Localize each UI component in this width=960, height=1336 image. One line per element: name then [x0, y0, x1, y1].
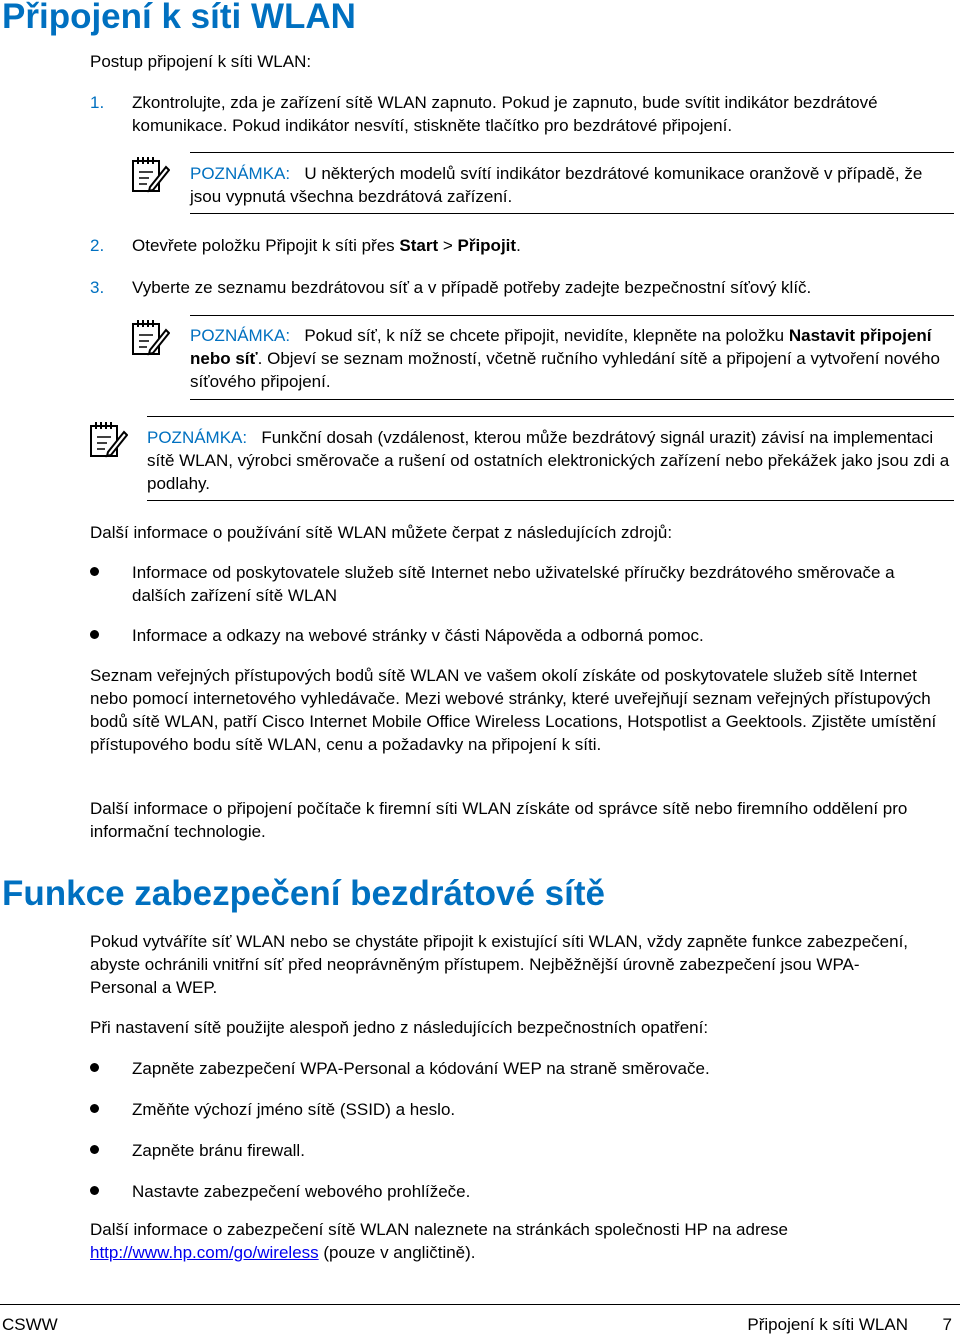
- note-bottom-rule: [190, 213, 954, 214]
- paragraph: [90, 1218, 910, 1264]
- bullet-dot: [90, 1063, 99, 1072]
- note-block: [147, 426, 954, 495]
- step-text-pre: Otevřete položku Připojit k síti přes: [132, 236, 400, 255]
- list-item: Zapněte bránu firewall.: [132, 1141, 305, 1160]
- bullet-dot: [90, 630, 99, 639]
- step-text-end: .: [516, 236, 521, 255]
- step-text: Zkontrolujte, zda je zařízení sítě WLAN zapnuto. Pokud je zapnuto, bude svítit indikátor bezdrátové komunikace. Pokud indikátor nesvítí, stiskněte tlačítko pro bezdrátové připojení.: [132, 93, 878, 135]
- note-label: POZNÁMKA:: [190, 164, 291, 183]
- footer-rule: [0, 1304, 960, 1305]
- note-spacer: [252, 428, 261, 447]
- page-number: 7: [942, 1315, 952, 1334]
- list-item: Informace od poskytovatele služeb sítě Internet nebo uživatelské příručky bezdrátového směrovače a dalších zařízení sítě WLAN: [132, 563, 895, 605]
- note-block: [190, 324, 954, 393]
- hp-wireless-link[interactable]: http://www.hp.com/go/wireless: [90, 1243, 319, 1262]
- paragraph: Další informace o připojení počítače k firemní síti WLAN získáte od správce sítě nebo firemního oddělení pro informační technologie.: [90, 799, 908, 841]
- connect-menu-label: Připojit: [457, 236, 517, 255]
- note-text: U některých modelů svítí indikátor bezdrátové komunikace oranžově v případě, že jsou vypnutá všechna bezdrátová zařízení.: [190, 164, 923, 206]
- note-text: Funkční dosah (vzdálenost, kterou může bezdrátový signál urazit) závisí na implementaci sítě WLAN, výrobci směrovače a rušení od ostatních elektronických zařízení nebo překážek jako jsou zdi a podlahy.: [147, 428, 950, 493]
- paragraph: Další informace o používání sítě WLAN můžete čerpat z následujících zdrojů:: [90, 523, 673, 542]
- step-number: 1.: [90, 93, 105, 112]
- bullet-dot: [90, 567, 99, 576]
- paragraph: Při nastavení sítě použijte alespoň jedno z následujících bezpečnostních opatření:: [90, 1018, 709, 1037]
- note-top-rule: [190, 315, 954, 316]
- note-label: POZNÁMKA:: [147, 428, 248, 447]
- list-item: Zapněte zabezpečení WPA-Personal a kódování WEP na straně směrovače.: [132, 1059, 710, 1078]
- paragraph: Seznam veřejných přístupových bodů sítě WLAN ve vašem okolí získáte od poskytovatele služeb sítě Internet nebo pomocí internetového vyhledávače. Mezi webové stránky, které uveřejňují seznam veřejných přístupových bodů sítě WLAN, patří Cisco Internet Mobile Office Wireless Locations, Hotspotlist a Geektools. Zjistěte umístění přístupového bodu sítě WLAN, cenu a požadavky na připojení k síti.: [90, 666, 937, 754]
- paragraph-text-end: (pouze v angličtině).: [318, 1243, 476, 1262]
- note-label: POZNÁMKA:: [190, 326, 291, 345]
- step-number: 3.: [90, 278, 105, 297]
- menu-separator: >: [438, 236, 458, 255]
- footer-left: CSWW: [2, 1315, 58, 1334]
- footer-chapter: Připojení k síti WLAN: [747, 1315, 908, 1334]
- note-text-post: . Objeví se seznam možností, včetně ručního vyhledání sítě a připojení a vytvoření nového síťového připojení.: [190, 349, 940, 391]
- step-text: [132, 234, 954, 257]
- bullet-dot: [90, 1145, 99, 1154]
- note-top-rule: [147, 416, 954, 417]
- intro-text: Postup připojení k síti WLAN:: [90, 52, 312, 71]
- start-menu-label: Start: [399, 236, 439, 255]
- page-title: Připojení k síti WLAN: [2, 0, 356, 36]
- note-top-rule: [190, 152, 954, 153]
- list-item: Informace a odkazy na webové stránky v části Nápověda a odborná pomoc.: [132, 626, 704, 645]
- step-number: 2.: [90, 236, 105, 255]
- section-title: Funkce zabezpečení bezdrátové sítě: [2, 874, 605, 913]
- bullet-dot: [90, 1186, 99, 1195]
- note-block: [190, 162, 954, 208]
- list-item: Změňte výchozí jméno sítě (SSID) a heslo.: [132, 1100, 456, 1119]
- step-text: Vyberte ze seznamu bezdrátovou síť a v případě potřeby zadejte bezpečnostní síťový klíč.: [132, 278, 812, 297]
- paragraph: Pokud vytváříte síť WLAN nebo se chystáte připojit k existující síti WLAN, vždy zapněte funkce zabezpečení, abyste ochránili vnitřní síť před neoprávněným přístupem. Nejběžnější úrovně zabezpečení jsou WPA-Personal a WEP.: [90, 932, 909, 997]
- note-spacer: [295, 326, 304, 345]
- list-item: Nastavte zabezpečení webového prohlížeče.: [132, 1182, 471, 1201]
- bullet-dot: [90, 1104, 99, 1113]
- note-bold-item: Nastavit připojení nebo síť: [190, 326, 932, 368]
- note-pencil-icon: [88, 420, 128, 460]
- paragraph-text: Další informace o zabezpečení sítě WLAN naleznete na stránkách společnosti HP na adrese: [90, 1220, 789, 1239]
- note-bottom-rule: [147, 500, 954, 501]
- note-bottom-rule: [190, 399, 954, 400]
- note-pencil-icon: [130, 155, 170, 195]
- note-spacer: [295, 164, 304, 183]
- note-text-pre: Pokud síť, k níž se chcete připojit, nevidíte, klepněte na položku: [304, 326, 789, 345]
- note-pencil-icon: [130, 318, 170, 358]
